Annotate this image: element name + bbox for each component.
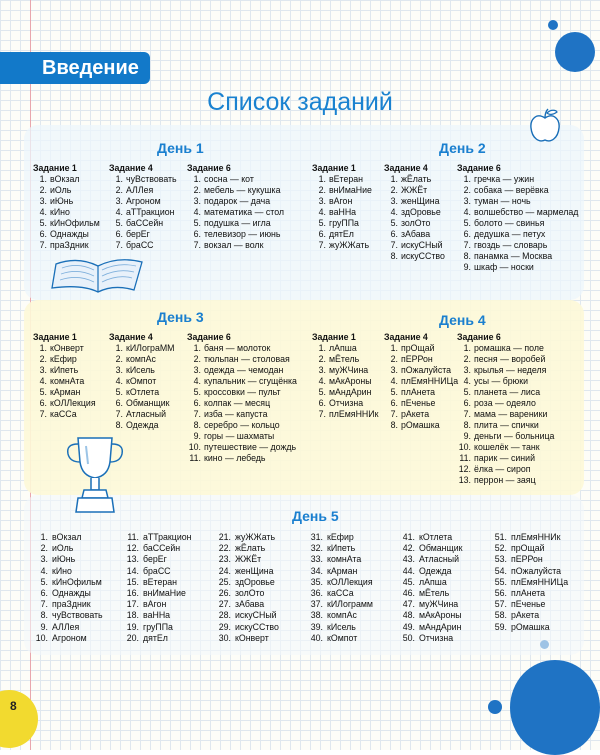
day-5-word-item: 7. праЗдник <box>40 599 91 610</box>
word-item: 12. ёлка — сироп <box>458 464 531 474</box>
word-item: 5. плАнета <box>390 387 436 397</box>
word-item: 2. компАс <box>115 354 156 364</box>
day-5-word-item: 4. кИно <box>40 565 72 576</box>
word-item: 3. подарок — дача <box>193 196 271 206</box>
day-5-word-item: 36. каССа <box>310 588 354 599</box>
day-4-title: День 4 <box>439 312 486 328</box>
day-5-word-item: 14. браСС <box>126 565 171 576</box>
day-5-word-item: 51. плЕмяННИк <box>494 532 561 542</box>
day-5-word-item: 15. вЕтеран <box>126 576 178 587</box>
word-item: 2. собака — верёвка <box>463 185 549 195</box>
day-5-column-3 <box>213 532 279 644</box>
day-5-word-item: 50. Отчизна <box>402 632 454 643</box>
day-5-word-item: 54. пОжалуйста <box>494 565 562 576</box>
word-item: 1. жЁлать <box>390 174 432 184</box>
word-item: 7. мама — вареники <box>463 409 548 419</box>
day-3-task-4 <box>109 332 175 431</box>
word-item: 5. кАрман <box>39 387 81 397</box>
word-item: 9. шкаф — носки <box>463 262 534 272</box>
day-5-word-item: 29. искуССтво <box>218 621 279 632</box>
day-2-task-6 <box>457 163 578 273</box>
word-item: 1. гречка — ужин <box>463 174 535 184</box>
word-item: 1. прОщай <box>390 343 435 353</box>
day-5-word-item: 55. плЕмяННИЦа <box>494 576 569 587</box>
word-item: 1. вОкзал <box>39 174 80 184</box>
day-3-task-1 <box>33 332 96 420</box>
word-item: 5. кроссовки — пульт <box>193 387 281 397</box>
word-item: 6. колпак — месяц <box>193 398 271 408</box>
word-item: 8. плита — спички <box>463 420 539 430</box>
day-5-word-item: 19. груППа <box>126 621 173 632</box>
word-item: 2. внИмаНие <box>318 185 372 195</box>
word-item: 6. Обманщик <box>115 398 170 408</box>
word-item: 6. зАбава <box>390 229 431 239</box>
word-item: 3. кИсель <box>115 365 155 375</box>
word-item: 4. кИно <box>39 207 70 217</box>
word-item: 6. берЕг <box>115 229 150 239</box>
word-item: 4. здОровье <box>390 207 441 217</box>
day-5-word-item: 1. вОкзал <box>40 532 82 542</box>
word-item: 9. горы — шахматы <box>193 431 275 441</box>
day-5-word-item: 5. кИнОфильм <box>40 576 102 587</box>
word-item: 1. чуВствовать <box>115 174 177 184</box>
day-5-word-item: 26. золОто <box>218 588 265 599</box>
day-5-title: День 5 <box>292 508 339 524</box>
day-5-word-item: 56. плАнета <box>494 588 546 599</box>
word-item: 5. болото — свинья <box>463 218 545 228</box>
day-5-word-item: 20. дятЕл <box>126 632 168 643</box>
word-item: 5. золОто <box>390 218 431 228</box>
word-item: 4. усы — брюки <box>463 376 528 386</box>
day-5-word-item: 49. мАндАрин <box>402 621 462 632</box>
word-item: 11. парик — синий <box>459 453 535 463</box>
day-5-word-item: 53. пЕРРон <box>494 554 543 565</box>
word-item: 2. песня — воробей <box>463 354 546 364</box>
word-item: 6. кОЛЛекция <box>39 398 96 408</box>
word-item: 1. кОнверт <box>39 343 84 353</box>
day-2-task-1 <box>312 163 372 251</box>
day-5-word-item: 43. Атласный <box>402 554 460 565</box>
day-5-word-item: 33. комнАта <box>310 554 362 565</box>
day-5-word-item: 12. баССейн <box>126 543 181 554</box>
task-label: Задание 1 <box>312 163 356 173</box>
page-number: 8 <box>10 699 17 713</box>
day-1-title: День 1 <box>157 140 204 156</box>
day-5-word-item: 34. кАрман <box>310 565 358 576</box>
word-item: 7. изба — капуста <box>193 409 268 419</box>
word-item: 6. Отчизна <box>318 398 364 408</box>
word-item: 8. серебро — кольцо <box>193 420 280 430</box>
day-3-title: День 3 <box>157 309 204 325</box>
day-1-task-4 <box>109 163 177 251</box>
word-item: 1. баня — молоток <box>193 343 271 353</box>
word-item: 3. туман — ночь <box>463 196 531 206</box>
word-item: 2. кЕфир <box>39 354 77 364</box>
day-5-word-item: 16. внИмаНие <box>126 588 186 599</box>
word-item: 3. кИпеть <box>39 365 79 375</box>
day-5-column-5 <box>397 532 463 644</box>
word-item: 7. праЗдник <box>39 240 89 250</box>
day-5-word-item: 39. кИсель <box>310 621 356 632</box>
ink-blot <box>510 660 600 755</box>
task-label: Задание 6 <box>457 163 501 173</box>
word-item: 5. кОтлета <box>115 387 160 397</box>
day-5-word-item: 45. лАпша <box>402 576 447 587</box>
task-label: Задание 1 <box>33 163 77 173</box>
word-item: 7. вокзал — волк <box>193 240 264 250</box>
word-item: 4. ваННа <box>318 207 357 217</box>
day-5-column-2 <box>121 532 191 644</box>
task-label: Задание 4 <box>384 332 428 342</box>
day-5-word-item: 13. берЕг <box>126 554 167 565</box>
task-label: Задание 4 <box>109 332 153 342</box>
day-5-column-4 <box>305 532 373 644</box>
word-item: 2. мЁтель <box>318 354 360 364</box>
word-item: 4. кОмпот <box>115 376 157 386</box>
day-5-word-item: 52. прОщай <box>494 543 545 554</box>
word-item: 7. плЕмяННИк <box>318 409 379 419</box>
word-item: 1. лАпша <box>318 343 357 353</box>
word-item: 3. муЖЧина <box>318 365 369 375</box>
word-item: 1. вЕтеран <box>318 174 364 184</box>
trophy-icon <box>62 432 128 520</box>
day-5-word-item: 25. здОровье <box>218 576 275 587</box>
word-item: 2. мебель — кукушка <box>193 185 281 195</box>
day-5-word-item: 21. жуЖЖать <box>218 532 276 542</box>
word-item: 4. комнАта <box>39 376 85 386</box>
word-item: 2. тюльпан — столовая <box>193 354 290 364</box>
word-item: 4. плЕмяННИЦа <box>390 376 459 386</box>
task-label: Задание 1 <box>33 332 77 342</box>
word-item: 10. кошелёк — танк <box>458 442 540 452</box>
ink-blot <box>488 700 502 714</box>
day-5-word-item: 9. АЛЛея <box>40 621 80 632</box>
day-5-word-item: 42. Обманщик <box>402 543 463 554</box>
word-item: 7. рАкета <box>390 409 430 419</box>
day-5-word-item: 27. зАбава <box>218 599 265 610</box>
word-item: 5. мАндАрин <box>318 387 372 397</box>
day-5-word-item: 40. кОмпот <box>310 632 358 643</box>
word-item: 3. крылья — неделя <box>463 365 547 375</box>
word-item: 2. иОль <box>39 185 72 195</box>
word-item: 11. кино — лебедь <box>189 453 266 463</box>
word-item: 8. рОмашка <box>390 420 440 430</box>
word-item: 3. женЩина <box>390 196 440 206</box>
day-5-word-item: 46. мЁтель <box>402 588 450 599</box>
word-item: 4. купальник — сгущёнка <box>193 376 297 386</box>
day-5-word-item: 30. кОнверт <box>218 632 269 643</box>
word-item: 6. дятЕл <box>318 229 354 239</box>
word-item: 8. искуССтво <box>390 251 445 261</box>
day-4-task-6 <box>457 332 554 486</box>
day-2-task-4 <box>384 163 445 262</box>
day-4-task-1 <box>312 332 378 420</box>
day-5-word-item: 22. жЁлать <box>218 543 266 554</box>
word-item: 6. дедушка — петух <box>463 229 546 239</box>
day-5-word-item: 2. иОль <box>40 543 74 554</box>
word-item: 5. кИнОфильм <box>39 218 100 228</box>
day-5-word-item: 37. кИЛограмм <box>310 599 373 610</box>
word-item: 6. пЕченье <box>390 398 436 408</box>
word-item: 4. аТТракцион <box>115 207 175 217</box>
word-item: 6. Однажды <box>39 229 89 239</box>
word-item: 5. баССейн <box>115 218 164 228</box>
word-item: 1. кИЛограММ <box>115 343 175 353</box>
day-5-word-item: 11. аТТракцион <box>127 532 192 542</box>
apple-icon <box>528 106 562 146</box>
day-5-word-item: 59. рОмашка <box>494 621 550 632</box>
day-2-title: День 2 <box>439 140 486 156</box>
ink-blot <box>555 32 595 72</box>
day-1-task-1 <box>33 163 100 251</box>
day-5-word-item: 18. ваННа <box>126 610 171 621</box>
day-5-word-item: 17. вАгон <box>126 599 167 610</box>
word-item: 5. подушка — игла <box>193 218 271 228</box>
word-item: 7. жуЖЖать <box>318 240 370 250</box>
task-label: Задание 1 <box>312 332 356 342</box>
task-label: Задание 6 <box>187 332 231 342</box>
day-3-task-6 <box>187 332 297 464</box>
task-label: Задание 4 <box>384 163 428 173</box>
word-item: 7. гвоздь — словарь <box>463 240 548 250</box>
word-item: 2. пЕРРон <box>390 354 433 364</box>
word-item: 3. Агроном <box>115 196 161 206</box>
word-item: 8. панамка — Москва <box>463 251 553 261</box>
day-5-column-6 <box>489 532 568 633</box>
day-5-word-item: 47. муЖЧина <box>402 599 459 610</box>
word-item: 2. ЖЖЁт <box>390 185 428 195</box>
page-title: Список заданий <box>207 88 393 116</box>
day-5-word-item: 58. рАкета <box>494 610 540 621</box>
word-item: 3. иЮнь <box>39 196 74 206</box>
day-5-word-item: 24. женЩина <box>218 565 274 576</box>
day-5-word-item: 35. кОЛЛекция <box>310 576 373 587</box>
book-icon <box>48 250 148 300</box>
task-label: Задание 6 <box>457 332 501 342</box>
word-item: 2. АЛЛея <box>115 185 154 195</box>
word-item: 7. Атласный <box>115 409 167 419</box>
word-item: 3. вАгон <box>318 196 353 206</box>
task-label: Задание 4 <box>109 163 153 173</box>
word-item: 3. одежда — чемодан <box>193 365 284 375</box>
word-item: 7. искуСНый <box>390 240 443 250</box>
word-item: 9. деньги — больница <box>463 431 555 441</box>
day-5-word-item: 41. кОтлета <box>402 532 453 542</box>
word-item: 13. перрон — заяц <box>458 475 536 485</box>
section-banner: Введение <box>0 52 150 84</box>
day-5-word-item: 31. кЕфир <box>310 532 354 542</box>
word-item: 5. планета — лиса <box>463 387 541 397</box>
day-5-word-item: 48. мАкАроны <box>402 610 462 621</box>
day-5-word-item: 3. иЮнь <box>40 554 76 565</box>
word-item: 10. путешествие — дождь <box>188 442 297 452</box>
word-item: 4. мАкАроны <box>318 376 372 386</box>
ink-blot <box>548 20 558 30</box>
word-item: 6. роза — одеяло <box>463 398 536 408</box>
day-5-word-item: 23. ЖЖЁт <box>218 554 262 565</box>
word-item: 8. Одежда <box>115 420 159 430</box>
day-5-word-item: 57. пЕченье <box>494 599 546 610</box>
word-item: 6. телевизор — июнь <box>193 229 281 239</box>
word-item: 7. браСС <box>115 240 154 250</box>
day-1-task-6 <box>187 163 284 251</box>
word-item: 1. сосна — кот <box>193 174 254 184</box>
word-item: 4. волшебство — мармелад <box>463 207 579 217</box>
task-label: Задание 6 <box>187 163 231 173</box>
day-5-word-item: 32. кИпеть <box>310 543 356 554</box>
day-5-word-item: 28. искуСНый <box>218 610 277 621</box>
word-item: 7. каССа <box>39 409 77 419</box>
word-item: 1. ромашка — поле <box>463 343 544 353</box>
day-5-word-item: 6. Однажды <box>40 588 91 599</box>
day-5-word-item: 38. компАс <box>310 610 357 621</box>
day-5-word-item: 8. чуВствовать <box>40 610 103 621</box>
day-4-task-4 <box>384 332 458 431</box>
word-item: 3. пОжалуйста <box>390 365 452 375</box>
word-item: 4. математика — стол <box>193 207 285 217</box>
day-5-word-item: 44. Одежда <box>402 565 452 576</box>
word-item: 5. груППа <box>318 218 359 228</box>
day-5-column-1 <box>30 532 103 644</box>
day-5-word-item: 10. Агроном <box>35 632 87 643</box>
